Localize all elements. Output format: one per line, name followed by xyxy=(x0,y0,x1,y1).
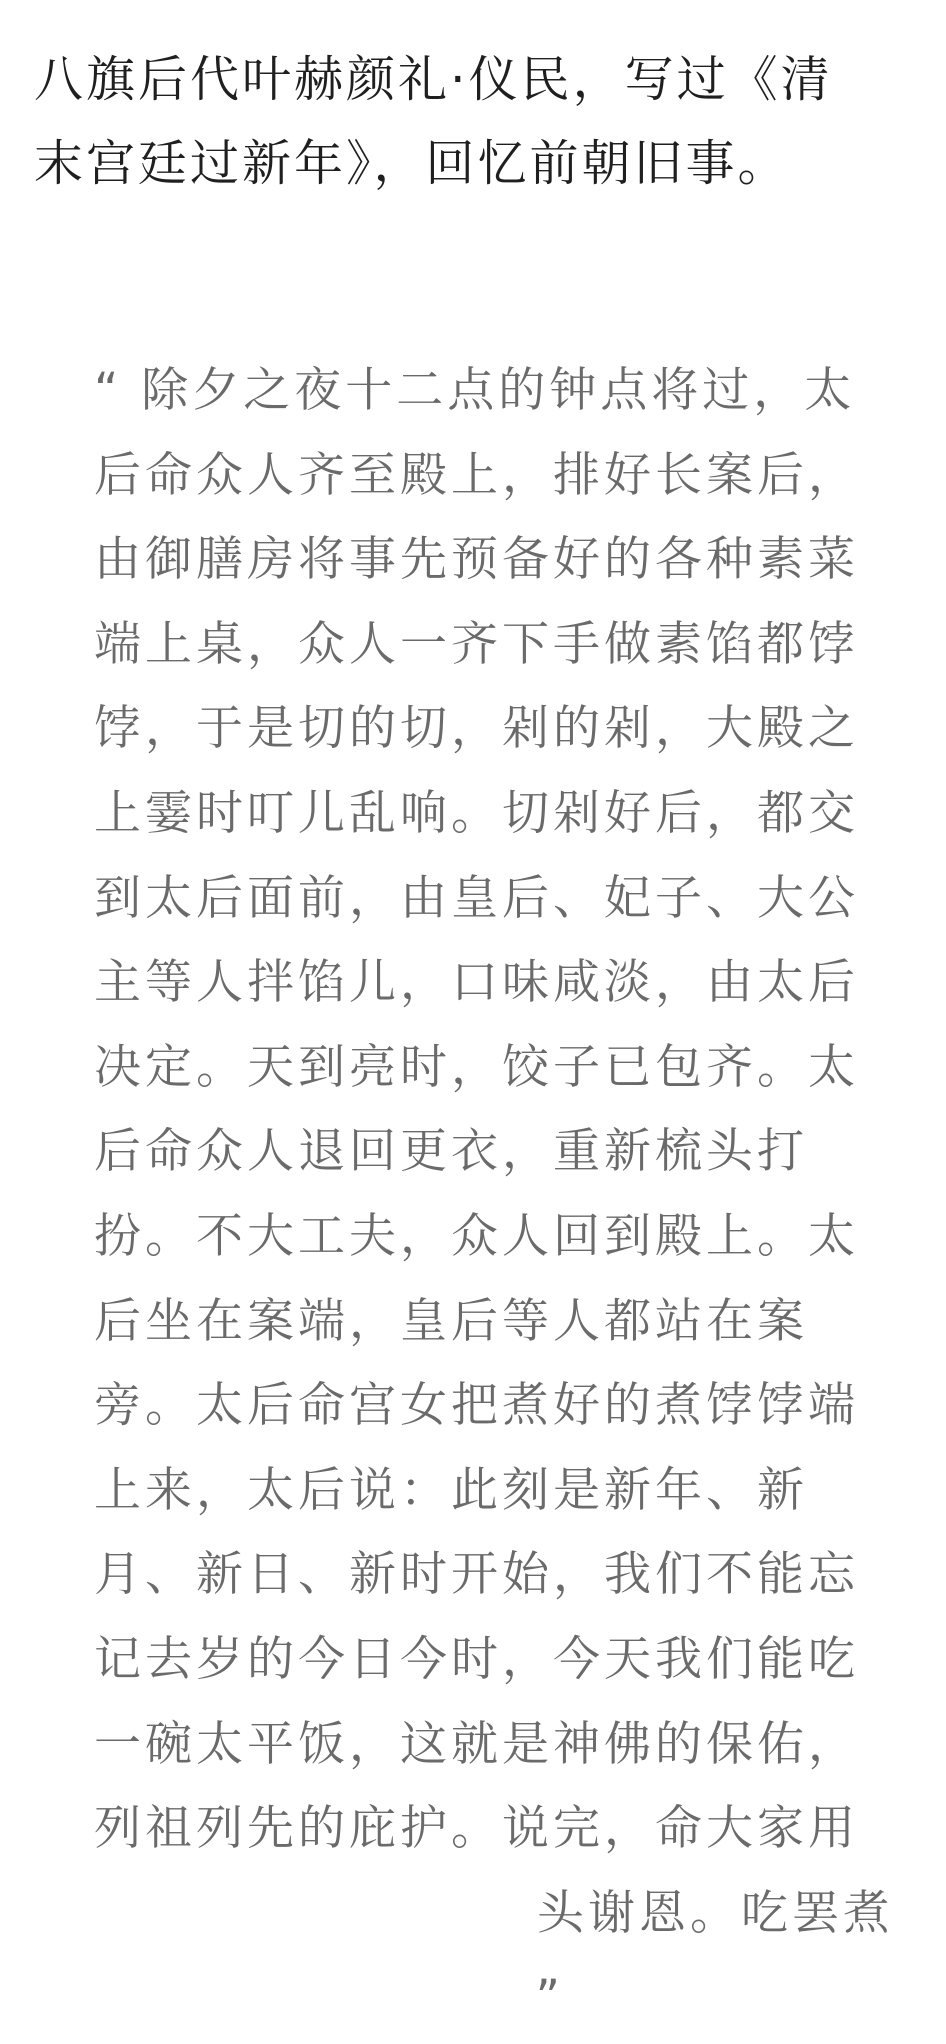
quote-line: 月、新日、新时开始，我们不能忘 xyxy=(94,1547,859,1603)
quote-line: 后命众人齐至殿上，排好长案后， xyxy=(94,447,859,503)
quote-line: 端上桌，众人一齐下手做素馅都饽 xyxy=(94,616,859,672)
quote-line: 列祖列先的庇护。说完，命大家用 xyxy=(94,1801,859,1857)
quote-line: 到太后面前，由皇后、妃子、大公 xyxy=(94,870,859,926)
quote-line: 头谢恩。吃罢煮 xyxy=(537,1885,894,1941)
quote-line: 决定。天到亮时，饺子已包齐。太 xyxy=(94,1039,859,1095)
quote-line: “ 除夕之夜十二点的钟点将过，太 xyxy=(94,363,856,418)
intro-line: 八旗后代叶赫颜礼·仪民，写过《清 xyxy=(34,51,833,108)
quote-line: 旁。太后命宫女把煮好的煮饽饽端 xyxy=(94,1378,859,1434)
intro-paragraph xyxy=(34,38,924,206)
closing-quote-mark: ” xyxy=(535,1970,564,2026)
quote-line: 扮。不大工夫，众人回到殿上。太 xyxy=(94,1208,859,1264)
quote-line: 上霎时叮儿乱响。切剁好后，都交 xyxy=(94,785,859,841)
quote-line: 由御膳房将事先预备好的各种素菜 xyxy=(94,532,859,588)
quote-line: 记去岁的今日今时，今天我们能吃 xyxy=(94,1631,859,1687)
fade-overlay xyxy=(80,1880,520,1980)
quote-line: 主等人拌馅儿，口味咸淡，由太后 xyxy=(94,955,859,1011)
blockquote xyxy=(94,349,894,2041)
quote-line: 后命众人退回更衣，重新梳头打 xyxy=(94,1124,808,1180)
intro-line: 末宫廷过新年》，回忆前朝旧事。 xyxy=(34,135,790,192)
quote-line: 后坐在案端，皇后等人都站在案 xyxy=(94,1293,808,1349)
quote-line: 一碗太平饭，这就是神佛的保佑， xyxy=(94,1716,859,1772)
quote-line: 上来，太后说：此刻是新年、新 xyxy=(94,1462,808,1518)
quote-line: 饽，于是切的切，剁的剁，大殿之 xyxy=(94,701,859,757)
